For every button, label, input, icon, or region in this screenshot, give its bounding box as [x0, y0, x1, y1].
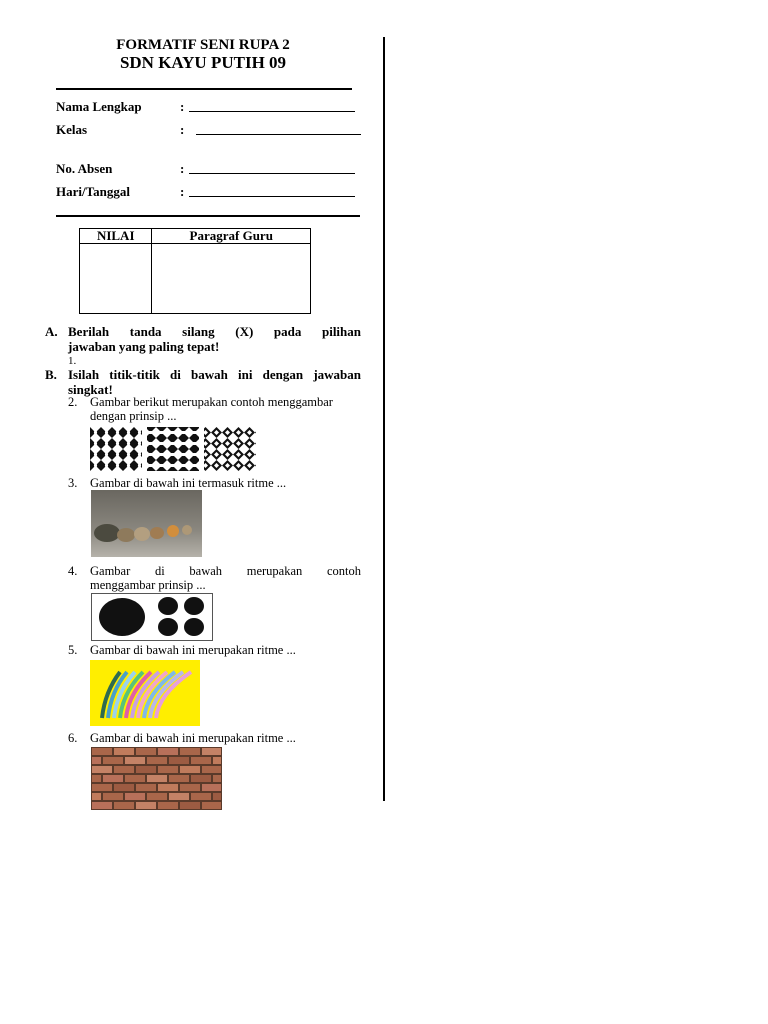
stone — [182, 525, 192, 535]
question-5-number: 5. — [68, 643, 78, 657]
question-6-number: 6. — [68, 731, 78, 745]
score-cell — [80, 244, 152, 314]
question-5 — [68, 643, 361, 657]
stone — [134, 527, 150, 541]
small-circle — [184, 618, 204, 636]
balance-circles-image — [91, 593, 213, 641]
teacher-paraph-cell — [152, 244, 311, 314]
question-3-number: 3. — [68, 476, 78, 490]
section-a-line1: Berilah tanda silang (X) pada pilihan — [68, 324, 361, 339]
small-circle — [184, 597, 204, 615]
score-header-nilai: NILAI — [80, 229, 152, 244]
section-b-line1: Isilah titik-titik di bawah ini dengan jawaban — [68, 367, 361, 382]
question-3 — [68, 476, 361, 490]
question-4-number: 4. — [68, 564, 78, 578]
class-input-line[interactable] — [196, 134, 361, 135]
pattern-tile-1 — [90, 427, 142, 471]
section-b-instruction — [45, 367, 361, 397]
field-label-date: Hari/Tanggal — [56, 184, 130, 199]
brush-strokes-image — [90, 660, 200, 726]
field-colon: : — [180, 161, 185, 176]
question-4-line1: Gambar di bawah merupakan contoh — [90, 564, 361, 578]
score-header-teacher-paraph: Paragraf Guru — [152, 229, 311, 244]
large-circle — [99, 598, 145, 636]
section-b-letter: B. — [45, 367, 57, 382]
field-label-name: Nama Lengkap — [56, 99, 142, 114]
field-label-class: Kelas — [56, 122, 88, 137]
section-a-letter: A. — [45, 324, 58, 339]
score-table — [79, 228, 311, 314]
question-2-line1: Gambar berikut merupakan contoh menggambar — [90, 395, 333, 409]
geometric-pattern-image — [90, 427, 256, 471]
field-colon: : — [180, 122, 185, 137]
name-input-line[interactable] — [189, 111, 355, 112]
absence-number-input-line[interactable] — [189, 173, 355, 174]
section-b-line2: singkat! — [68, 382, 113, 397]
question-2 — [68, 395, 361, 423]
column-divider — [383, 37, 385, 801]
small-circle — [158, 597, 178, 615]
fields-divider — [56, 215, 360, 217]
small-circle — [158, 618, 178, 636]
stone — [167, 525, 179, 537]
question-4 — [68, 564, 361, 592]
header-divider — [56, 88, 352, 90]
brick-wall-photo — [91, 747, 222, 810]
pattern-tile-3 — [204, 427, 256, 471]
stone — [94, 524, 120, 542]
field-colon: : — [180, 99, 185, 114]
question-3-line1: Gambar di bawah ini termasuk ritme ... — [90, 476, 287, 490]
stone — [117, 528, 135, 542]
question-2-number: 2. — [68, 395, 78, 409]
school-name: SDN KAYU PUTIH 09 — [119, 53, 287, 72]
section-a-instruction — [45, 324, 361, 354]
question-6-line1: Gambar di bawah ini merupakan ritme ... — [90, 731, 296, 745]
stones-photo — [91, 490, 202, 557]
question-5-line1: Gambar di bawah ini merupakan ritme ... — [90, 643, 296, 657]
section-a-line2: jawaban yang paling tepat! — [68, 339, 220, 354]
date-input-line[interactable] — [189, 196, 355, 197]
pattern-tile-2 — [147, 427, 199, 471]
question-6 — [68, 731, 361, 745]
field-colon: : — [180, 184, 185, 199]
exam-title: FORMATIF SENI RUPA 2 — [116, 37, 290, 53]
question-1-number: 1. — [68, 355, 77, 367]
question-2-line2: dengan prinsip ... — [90, 409, 177, 423]
question-4-line2: menggambar prinsip ... — [90, 578, 206, 592]
field-label-absence-number: No. Absen — [56, 161, 113, 176]
stone — [150, 527, 164, 539]
